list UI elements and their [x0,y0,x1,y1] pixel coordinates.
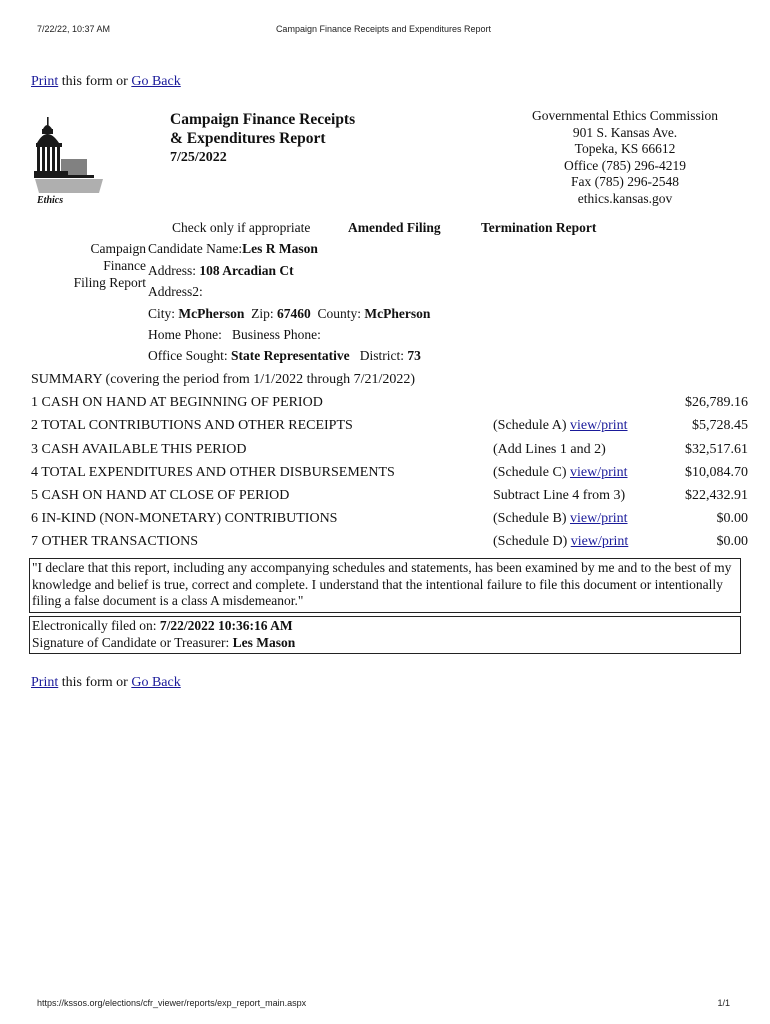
city-value: McPherson [178,306,245,321]
city-label: City: [148,306,176,321]
print-page-title: Campaign Finance Receipts and Expenditures Report [275,24,492,34]
schedule-b-view-print-link[interactable]: view/print [569,511,628,527]
signature-label: Signature of Candidate or Treasurer: [32,634,230,650]
agency-info [505,108,745,207]
summary-row-amount: $26,789.16 [685,395,748,411]
home-phone-label: Home Phone: [148,327,222,342]
summary-row-amount: $0.00 [716,511,748,527]
agency-fax: Fax (785) 296-2548 [571,174,679,189]
go-back-link-bottom[interactable]: Go Back [131,675,181,690]
summary-row-schedule: (Schedule B) [493,511,567,527]
summary-row-amount: $10,084.70 [685,464,748,480]
address-value: 108 Arcadian Ct [199,263,294,278]
top-nav [31,74,181,90]
zip-value: 67460 [277,306,311,321]
candidate-name-row [148,241,318,257]
side-label-campaign: Campaign [90,241,146,256]
schedule-c-view-print-link[interactable]: view/print [569,464,628,480]
bottom-nav [31,675,181,691]
business-phone-label: Business Phone: [232,327,321,342]
city-row [148,306,430,322]
summary-heading-text: SUMMARY (covering the period from 1/1/2022 through 7/21/2022) [31,372,416,387]
agency-website: ethics.kansas.gov [577,190,673,206]
zip-label: Zip: [251,306,274,321]
filed-on-value: 7/22/2022 10:36:16 AM [159,618,293,633]
candidate-name-label: Candidate Name: [148,241,243,256]
table-row [31,534,748,557]
print-footer [37,998,730,1008]
side-label-filing-report: Filing Report [73,275,146,290]
summary-row-schedule: Subtract Line 4 from 3) [493,487,626,503]
county-value: McPherson [364,306,431,321]
agency-office-phone: Office (785) 296-4219 [564,157,686,173]
signature-value: Les Mason [232,634,296,650]
table-row [31,442,748,465]
termination-report-label: Termination Report [481,220,597,235]
side-label-finance: Finance [103,258,146,273]
summary-row-schedule: (Add Lines 1 and 2) [493,441,606,457]
print-link-top[interactable]: Print [31,74,59,89]
amended-filing-label: Amended Filing [348,220,441,235]
table-row [31,511,748,534]
report-title-block [170,110,355,167]
summary-row-schedule: (Schedule D) [493,534,568,550]
summary-heading [31,372,748,395]
office-sought-value: State Representative [231,348,350,363]
address2-row [148,284,203,300]
filing-signature-box [29,616,741,654]
summary-row-amount: $22,432.91 [685,487,748,503]
summary-row-amount: $32,517.61 [685,441,748,457]
summary-section [31,372,748,558]
address-row [148,263,294,279]
print-timestamp: 7/22/22, 10:37 AM [37,24,111,34]
print-footer-url: https://kssos.org/elections/cfr_viewer/reports/exp_report_main.aspx [37,998,307,1008]
agency-address2: Topeka, KS 66612 [574,141,676,156]
address-label: Address: [148,263,196,278]
phone-row [148,327,321,343]
table-row [31,418,748,441]
nav-middle-text: this form or [61,675,128,690]
table-row [31,488,748,511]
nav-middle-text: this form or [61,74,128,89]
address2-label: Address2: [148,284,203,299]
summary-row-label: 4 TOTAL EXPENDITURES AND OTHER DISBURSEMENTS [31,464,395,480]
summary-row-schedule: (Schedule A) [493,418,567,434]
table-row [31,395,748,418]
summary-row-label: 3 CASH AVAILABLE THIS PERIOD [31,441,247,457]
table-row [31,465,748,488]
district-value: 73 [407,348,421,363]
print-link-bottom[interactable]: Print [31,675,59,690]
schedule-d-view-print-link[interactable]: view/print [570,534,629,550]
filed-on-label: Electronically filed on: [32,618,157,633]
report-title-line1: Campaign Finance Receipts [170,111,356,128]
summary-row-amount: $5,728.45 [692,418,748,434]
summary-row-label: 2 TOTAL CONTRIBUTIONS AND OTHER RECEIPTS [31,418,353,434]
county-label: County: [317,306,362,321]
go-back-link-top[interactable]: Go Back [131,74,181,89]
print-page-number: 1/1 [717,998,730,1008]
schedule-a-view-print-link[interactable]: view/print [569,418,628,434]
summary-row-label: 5 CASH ON HAND AT CLOSE OF PERIOD [31,487,290,503]
ethics-logo [33,115,115,207]
report-title-line2: & Expenditures Report [170,130,326,147]
office-sought-label: Office Sought: [148,348,228,363]
summary-row-amount: $0.00 [716,534,748,550]
office-row [148,348,421,364]
report-date: 7/25/2022 [170,150,227,165]
agency-name: Governmental Ethics Commission [532,108,718,123]
summary-row-label: 1 CASH ON HAND AT BEGINNING OF PERIOD [31,395,323,411]
candidate-name-value: Les R Mason [242,241,318,256]
agency-address1: 901 S. Kansas Ave. [572,124,678,140]
summary-row-label: 7 OTHER TRANSACTIONS [31,534,198,550]
summary-row-label: 6 IN-KIND (NON-MONETARY) CONTRIBUTIONS [31,511,338,527]
declaration-box [29,558,741,613]
district-label: District: [359,348,404,363]
declaration-text: "I declare that this report, including any accompanying schedules and statements, has been examined by me and to the best of my knowledge and belief is true, correct and complete. I understand that the intentional failure to file this document or intentionally filing a false document is a class A misdemeanor." [32,560,732,608]
summary-row-schedule: (Schedule C) [493,464,567,480]
signature-row [32,635,738,652]
filed-on-row [32,618,738,635]
check-label: Check only if appropriate [172,220,311,235]
logo-text: Ethics [37,195,64,206]
